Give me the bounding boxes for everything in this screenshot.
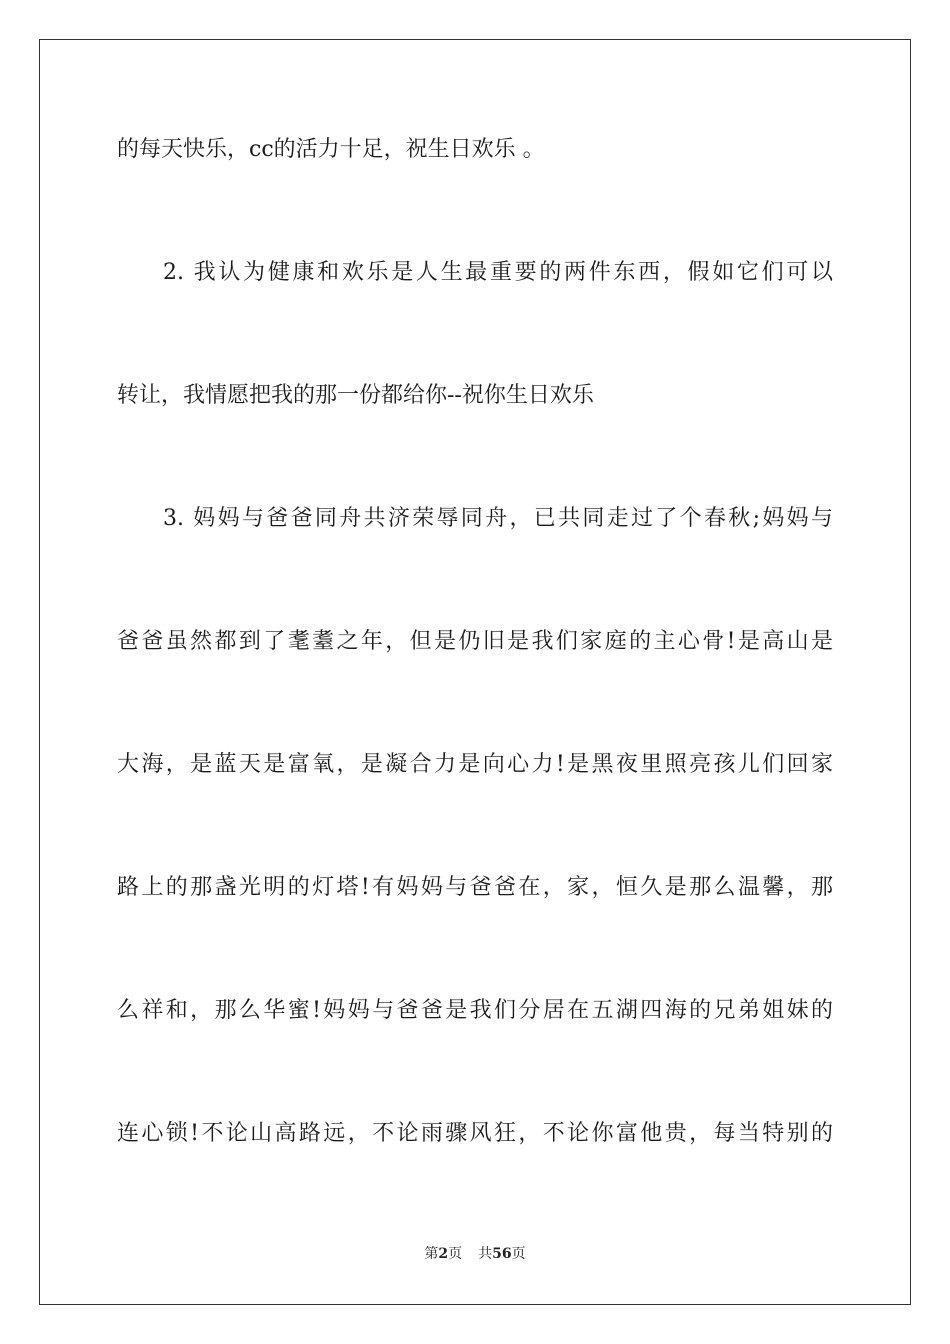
text-line-1: 的每天快乐，cc的活力十足，祝生日欢乐 。 [117,137,545,162]
text-line-4: 3. 妈妈与爸爸同舟共济荣辱同舟，已共同走过了个春秋;妈妈与 [163,506,833,531]
text-line-3: 转让，我情愿把我的那一份都给你--祝你生日欢乐 [117,383,594,408]
page-prefix: 第 [424,1246,439,1262]
total-suffix: 页 [511,1246,526,1262]
page-suffix: 页 [448,1246,463,1262]
text-line-8: 么祥和，那么华蜜!妈妈与爸爸是我们分居在五湖四海的兄弟姐妹的 [117,998,833,1023]
text-line-5: 爸爸虽然都到了耄耋之年，但是仍旧是我们家庭的主心骨!是高山是 [117,629,833,654]
page-border [39,39,911,1305]
total-pages: 56 [492,1246,512,1262]
text-line-2: 2. 我认为健康和欢乐是人生最重要的两件东西，假如它们可以 [163,260,833,285]
text-line-7: 路上的那盏光明的灯塔!有妈妈与爸爸在，家，恒久是那么温馨，那 [117,875,833,900]
text-line-6: 大海，是蓝天是富氧，是凝合力是向心力!是黑夜里照亮孩儿们回家 [117,752,833,777]
page-footer [0,1243,950,1263]
page-number: 2 [438,1246,449,1262]
text-line-9: 连心锁!不论山高路远，不论雨骤风狂，不论你富他贵，每当特别的 [117,1121,833,1146]
total-prefix: 共 [478,1246,493,1262]
